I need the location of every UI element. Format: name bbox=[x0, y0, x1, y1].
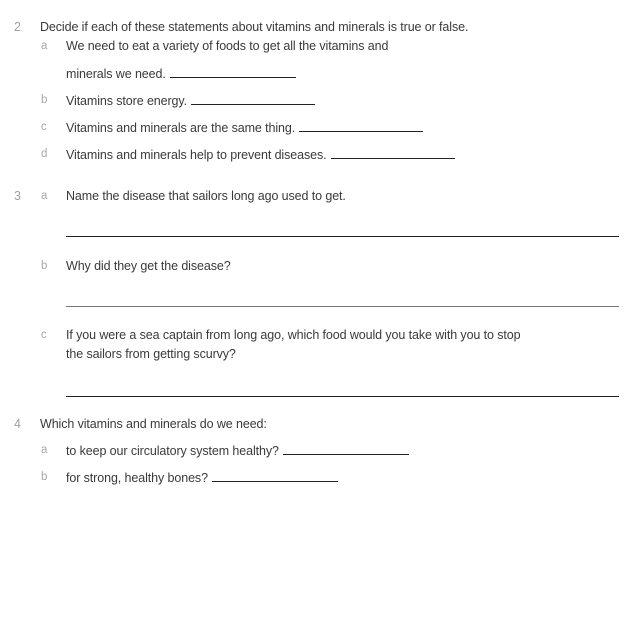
part-d-answer-row bbox=[66, 147, 455, 162]
part-letter: b bbox=[41, 260, 48, 272]
part-text: If you were a sea captain from long ago, which food would you take with you to stop bbox=[66, 328, 521, 342]
part-letter: c bbox=[41, 329, 47, 341]
question-number: 2 bbox=[14, 20, 21, 34]
answer-line[interactable] bbox=[66, 396, 619, 397]
question-prompt: Decide if each of these statements about vitamins and minerals is true or false. bbox=[40, 20, 469, 34]
part-text: Vitamins and minerals are the same thing. bbox=[66, 121, 296, 135]
answer-line[interactable] bbox=[66, 236, 619, 237]
part-letter: b bbox=[41, 94, 48, 106]
part-text: Vitamins store energy. bbox=[66, 94, 188, 108]
answer-blank[interactable] bbox=[283, 443, 409, 455]
part-text: minerals we need. bbox=[66, 67, 166, 81]
answer-line[interactable] bbox=[66, 306, 619, 307]
answer-blank[interactable] bbox=[191, 93, 315, 105]
answer-blank[interactable] bbox=[331, 147, 455, 159]
part-text: Why did they get the disease? bbox=[66, 259, 231, 273]
part-b-answer-row bbox=[66, 470, 338, 485]
part-letter: c bbox=[41, 121, 47, 133]
part-a-answer-row bbox=[66, 66, 296, 81]
answer-blank[interactable] bbox=[299, 120, 423, 132]
part-b-answer-row bbox=[66, 93, 315, 108]
part-text: We need to eat a variety of foods to get all the vitamins and bbox=[66, 39, 389, 53]
part-c-answer-row bbox=[66, 120, 423, 135]
answer-blank[interactable] bbox=[170, 66, 296, 78]
part-letter: a bbox=[41, 190, 48, 202]
part-text: Name the disease that sailors long ago used to get. bbox=[66, 189, 346, 203]
part-a-answer-row bbox=[66, 443, 409, 458]
part-text: the sailors from getting scurvy? bbox=[66, 347, 236, 361]
question-prompt: Which vitamins and minerals do we need: bbox=[40, 417, 267, 431]
part-letter: a bbox=[41, 40, 48, 52]
part-letter: a bbox=[41, 444, 48, 456]
part-text: for strong, healthy bones? bbox=[66, 471, 208, 485]
part-letter: b bbox=[41, 471, 48, 483]
part-text: Vitamins and minerals help to prevent diseases. bbox=[66, 148, 327, 162]
part-text: to keep our circulatory system healthy? bbox=[66, 444, 279, 458]
question-number: 4 bbox=[14, 417, 21, 431]
answer-blank[interactable] bbox=[212, 470, 338, 482]
question-number: 3 bbox=[14, 189, 21, 203]
part-letter: d bbox=[41, 148, 48, 160]
